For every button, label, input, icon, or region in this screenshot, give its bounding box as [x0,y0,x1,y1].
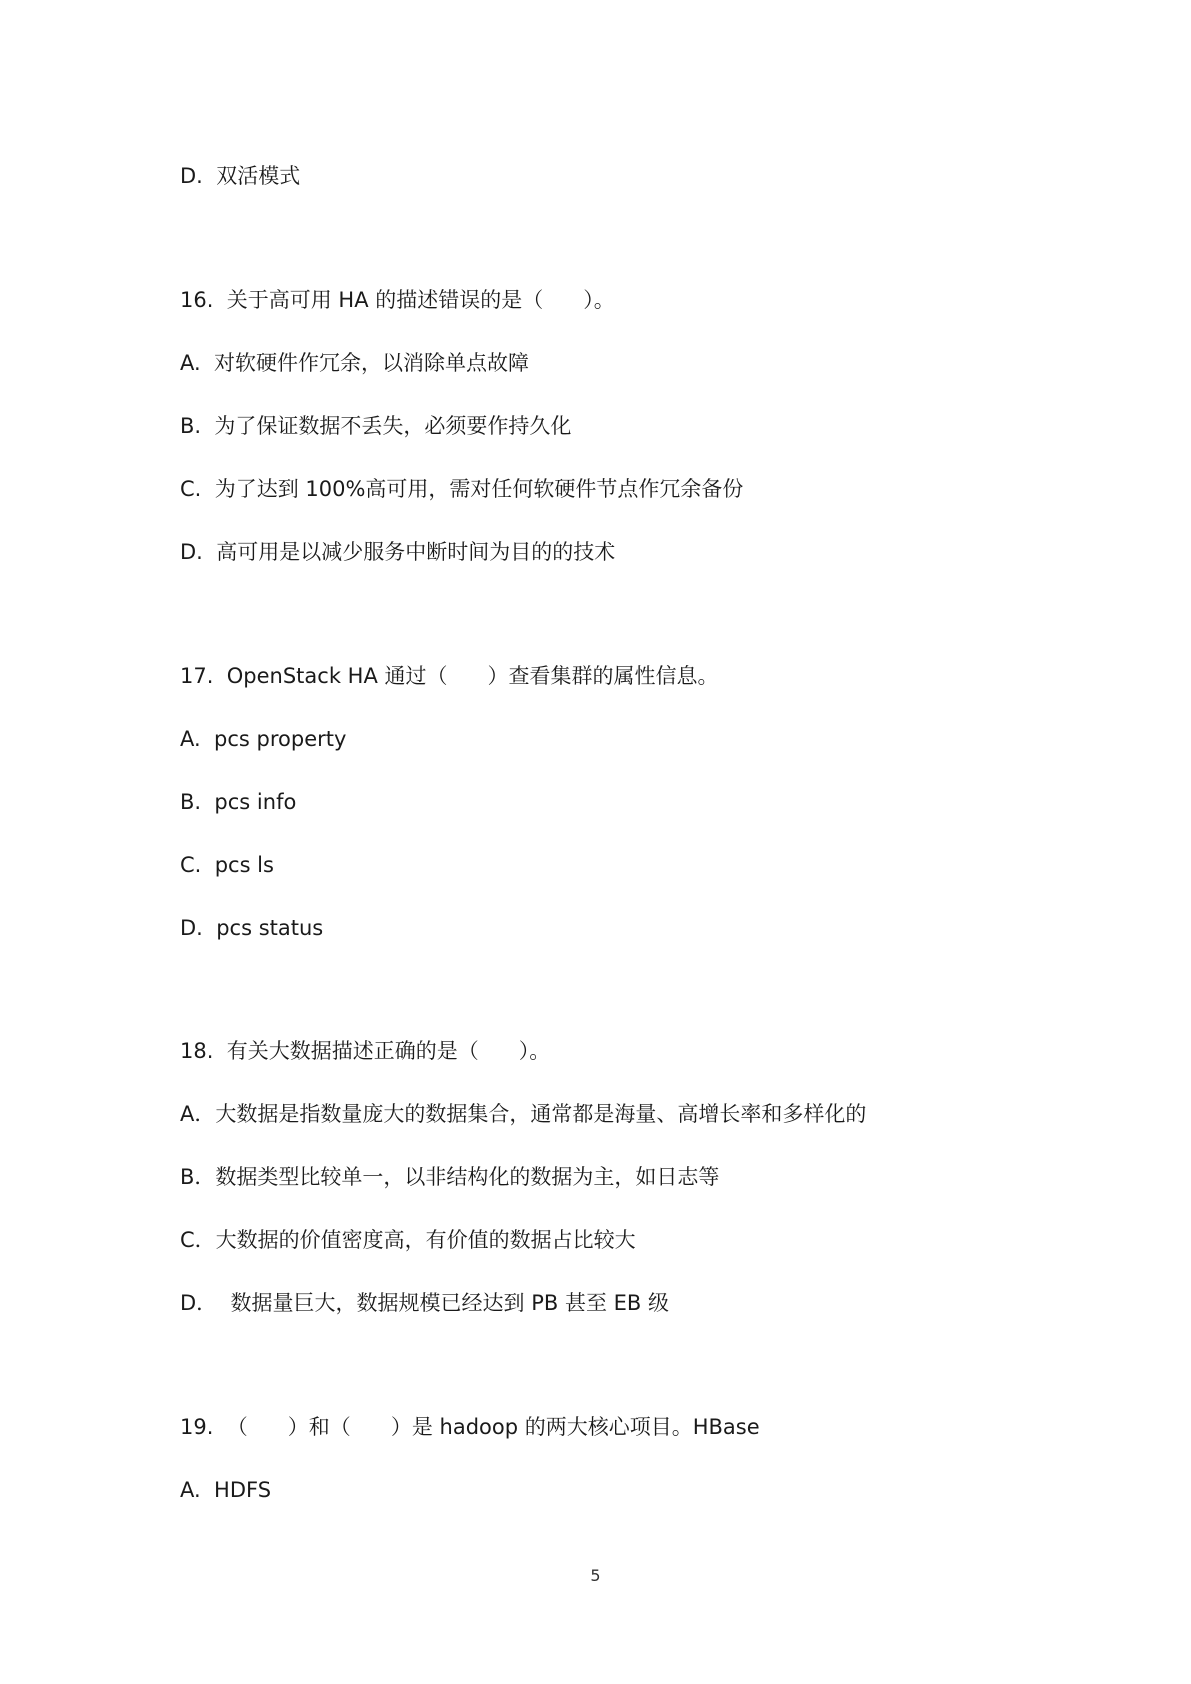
q18-option-c: C．大数据的价值密度高，有价值的数据占比较大 [180,1228,636,1252]
q18-option-d: D． 数据量巨大，数据规模已经达到 PB 甚至 EB 级 [180,1291,669,1315]
q17-option-d: D. pcs status [180,916,324,940]
q19-stem: 19. （ ）和（ ）是 hadoop 的两大核心项目。HBase [180,1415,760,1439]
q17-option-c: C. pcs ls [180,853,274,877]
q18-stem: 18. 有关大数据描述正确的是（ ）。 [180,1039,551,1063]
q18-option-a: A．大数据是指数量庞大的数据集合，通常都是海量、高增长率和多样化的 [180,1102,867,1126]
q19-option-a: A. HDFS [180,1478,272,1502]
q15-option-d: D. 双活模式 [180,164,301,188]
q17-option-a: A. pcs property [180,727,347,751]
q16-option-b: B. 为了保证数据不丢失，必须要作持久化 [180,414,572,438]
q16-option-a: A. 对软硬件作冗余，以消除单点故障 [180,351,530,375]
page-number: 5 [590,1566,601,1585]
q16-stem: 16. 关于高可用 HA 的描述错误的是（ ）。 [180,288,615,312]
q18-option-b: B．数据类型比较单一，以非结构化的数据为主，如日志等 [180,1165,720,1189]
q17-option-b: B. pcs info [180,790,297,814]
q16-option-c: C. 为了达到 100%高可用，需对任何软硬件节点作冗余备份 [180,477,744,501]
q17-stem: 17. OpenStack HA 通过（ ）查看集群的属性信息。 [180,664,719,688]
q16-option-d: D. 高可用是以减少服务中断时间为目的的技术 [180,540,616,564]
